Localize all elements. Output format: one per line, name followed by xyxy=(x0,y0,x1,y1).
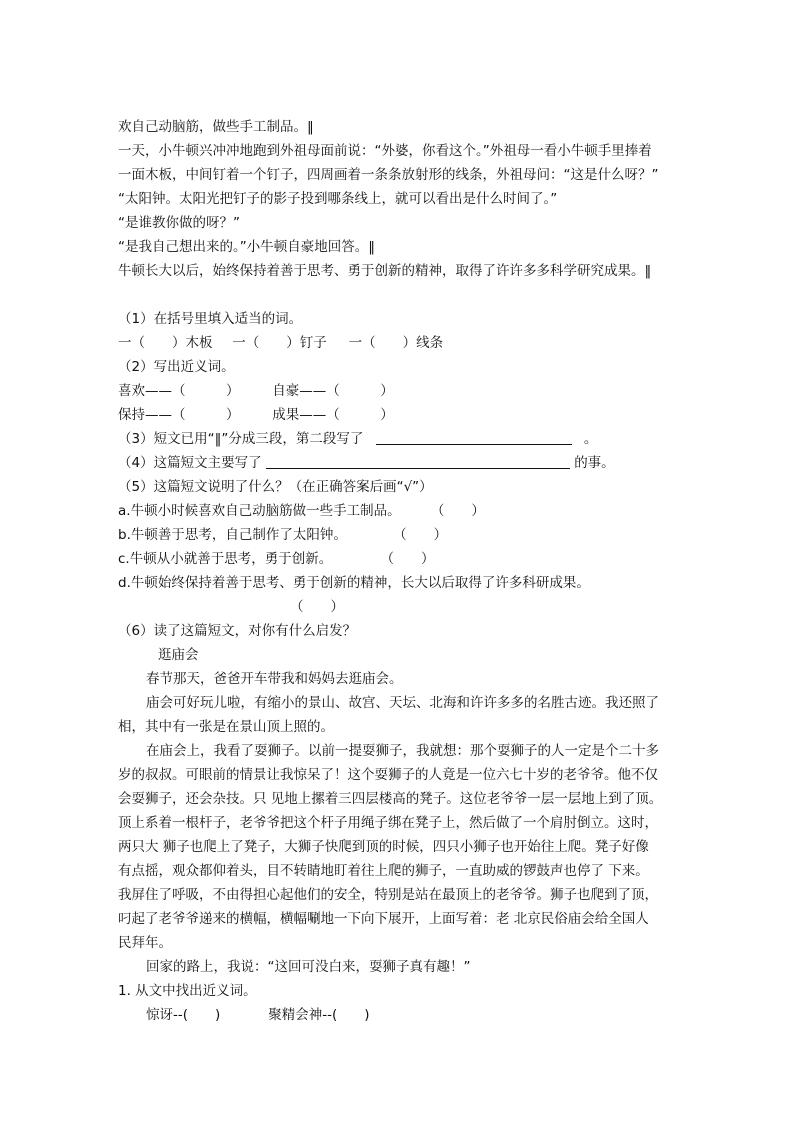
q5-option-c xyxy=(118,550,435,568)
q1-item-2: 一（ ）钉子 xyxy=(232,335,327,351)
q3-period: 。 xyxy=(583,431,598,447)
story1-line-7: 牛顿长大以后，始终保持着善于思考、勇于创新的精神，取得了许许多多科学研究成果。‖ xyxy=(118,263,652,279)
q3-answer-blank[interactable] xyxy=(376,430,572,445)
q5-option-b xyxy=(118,526,447,544)
q5-option-d-text: d.牛顿始终保持着善于思考、勇于创新的精神，长大以后取得了许多科研成果。 xyxy=(118,575,590,591)
story2-line-8: 两只大 狮子也爬上了凳子，大狮子快爬到顶的时候，四只小狮子也开始往上爬。凳子好像 xyxy=(118,839,649,855)
q2-row2-item-1: 保持——（ ） xyxy=(118,407,240,423)
story2-title: 逛庙会 xyxy=(158,647,199,663)
story2-line-6: 会耍狮子，还会杂技。只 见地上摞着三四层楼高的凳子。这位老爷爷一层一层地上到了顶。 xyxy=(118,791,663,807)
story1-line-6: “是我自己想出来的。”小牛顿自豪地回答。‖ xyxy=(118,239,375,255)
story2-line-7: 顶上系着一根杆子，老爷爷把这个杆子用绳子绑在凳子上，然后做了一个肩肘倒立。这时， xyxy=(118,815,658,831)
story2-line-5: 岁的叔叔。可眼前的情景让我惊呆了！这个耍狮子的人竟是一位六七十岁的老爷爷。他不仅 xyxy=(118,767,658,783)
q4-prompt: （4）这篇短文主要写了 xyxy=(118,455,262,471)
q3-line xyxy=(118,430,597,448)
q3-prompt: （3）短文已用“‖”分成三段，第二段写了 xyxy=(118,431,364,447)
story1-line-1: 欢自己动脑筋，做些手工制品。‖ xyxy=(118,119,314,135)
story1-line-3: 一面木板，中间钉着一个钉子，四周画着一条条放射形的线条，外祖母问：“这是什么呀？” xyxy=(118,167,659,183)
q2-row-1 xyxy=(118,382,394,400)
story2-line-3: 相，其中有一张是在景山顶上照的。 xyxy=(118,719,334,735)
q2-row1-item-2: 自豪——（ ） xyxy=(272,383,394,399)
story2-q1-item-2: 聚精会神--( ) xyxy=(268,1007,370,1023)
q5-option-b-text: b.牛顿善于思考，自己制作了太阳钟。 xyxy=(118,527,347,543)
q1-items xyxy=(118,334,443,352)
q5-option-b-paren[interactable]: （ ） xyxy=(393,527,448,543)
story2-line-11: 叼起了老爷爷递来的横幅，横幅唰地一下向下展开，上面写着：老 北京民俗庙会给全国人 xyxy=(118,911,649,927)
q5-title: （5）这篇短文说明了什么？（在正确答案后画“√”） xyxy=(118,479,433,495)
story2-q1-items xyxy=(146,1006,370,1024)
story2-q1-title: 1. 从文中找出近义词。 xyxy=(118,983,257,999)
story2-line-4: 在庙会上，我看了耍狮子。以前一提耍狮子，我就想：那个耍狮子的人一定是个二十多 xyxy=(146,743,659,759)
story2-line-1: 春节那天，爸爸开车带我和妈妈去逛庙会。 xyxy=(146,671,403,687)
q2-title: （2）写出近义词。 xyxy=(118,359,235,375)
q2-row-2 xyxy=(118,406,394,424)
q4-line xyxy=(118,454,615,472)
q4-suffix: 的事。 xyxy=(574,455,615,471)
story2-line-9: 有点摇，观众都仰着头，目不转睛地盯着往上爬的狮子，一直助威的锣鼓声也停了 下来。 xyxy=(118,863,649,879)
story2-line-2: 庙会可好玩儿啦，有缩小的景山、故宫、天坛、北海和许许多多的名胜古迹。我还照了 xyxy=(146,695,659,711)
q5-option-c-text: c.牛顿从小就善于思考，勇于创新。 xyxy=(118,551,333,567)
q1-item-1: 一（ ）木板 xyxy=(118,335,213,351)
q2-row2-item-2: 成果——（ ） xyxy=(272,407,394,423)
story1-line-4: “太阳钟。太阳光把钉子的影子投到哪条线上，就可以看出是什么时间了。” xyxy=(118,191,558,207)
q5-option-a-text: a.牛顿小时候喜欢自己动脑筋做一些手工制品。 xyxy=(118,503,401,519)
story1-line-2: 一天，小牛顿兴冲冲地跑到外祖母面前说：“外婆，你看这个。”外祖母一看小牛顿手里捧着 xyxy=(118,143,652,159)
q2-row1-item-1: 喜欢——（ ） xyxy=(118,383,240,399)
story2-q1-item-1: 惊讶--( ) xyxy=(146,1007,221,1023)
q1-title: （1）在括号里填入适当的词。 xyxy=(118,311,303,327)
q5-option-c-paren[interactable]: （ ） xyxy=(380,551,435,567)
q4-answer-blank[interactable] xyxy=(266,454,570,469)
q5-option-d-paren[interactable]: （ ） xyxy=(290,599,344,615)
story1-line-5: “是谁教你做的呀？” xyxy=(118,215,240,231)
story2-line-12: 民拜年。 xyxy=(118,935,172,951)
q1-item-3: 一（ ）线条 xyxy=(348,335,444,351)
q5-option-a-paren[interactable]: （ ） xyxy=(430,503,485,519)
story2-line-13: 回家的路上，我说：“这回可没白来，耍狮子真有趣！” xyxy=(146,959,471,975)
q6-title: （6）读了这篇短文，对你有什么启发？ xyxy=(118,623,357,639)
story2-line-10: 我屏住了呼吸，不由得担心起他们的安全，特别是站在最顶上的老爷爷。狮子也爬到了顶， xyxy=(118,887,658,903)
q5-option-a xyxy=(118,502,485,520)
